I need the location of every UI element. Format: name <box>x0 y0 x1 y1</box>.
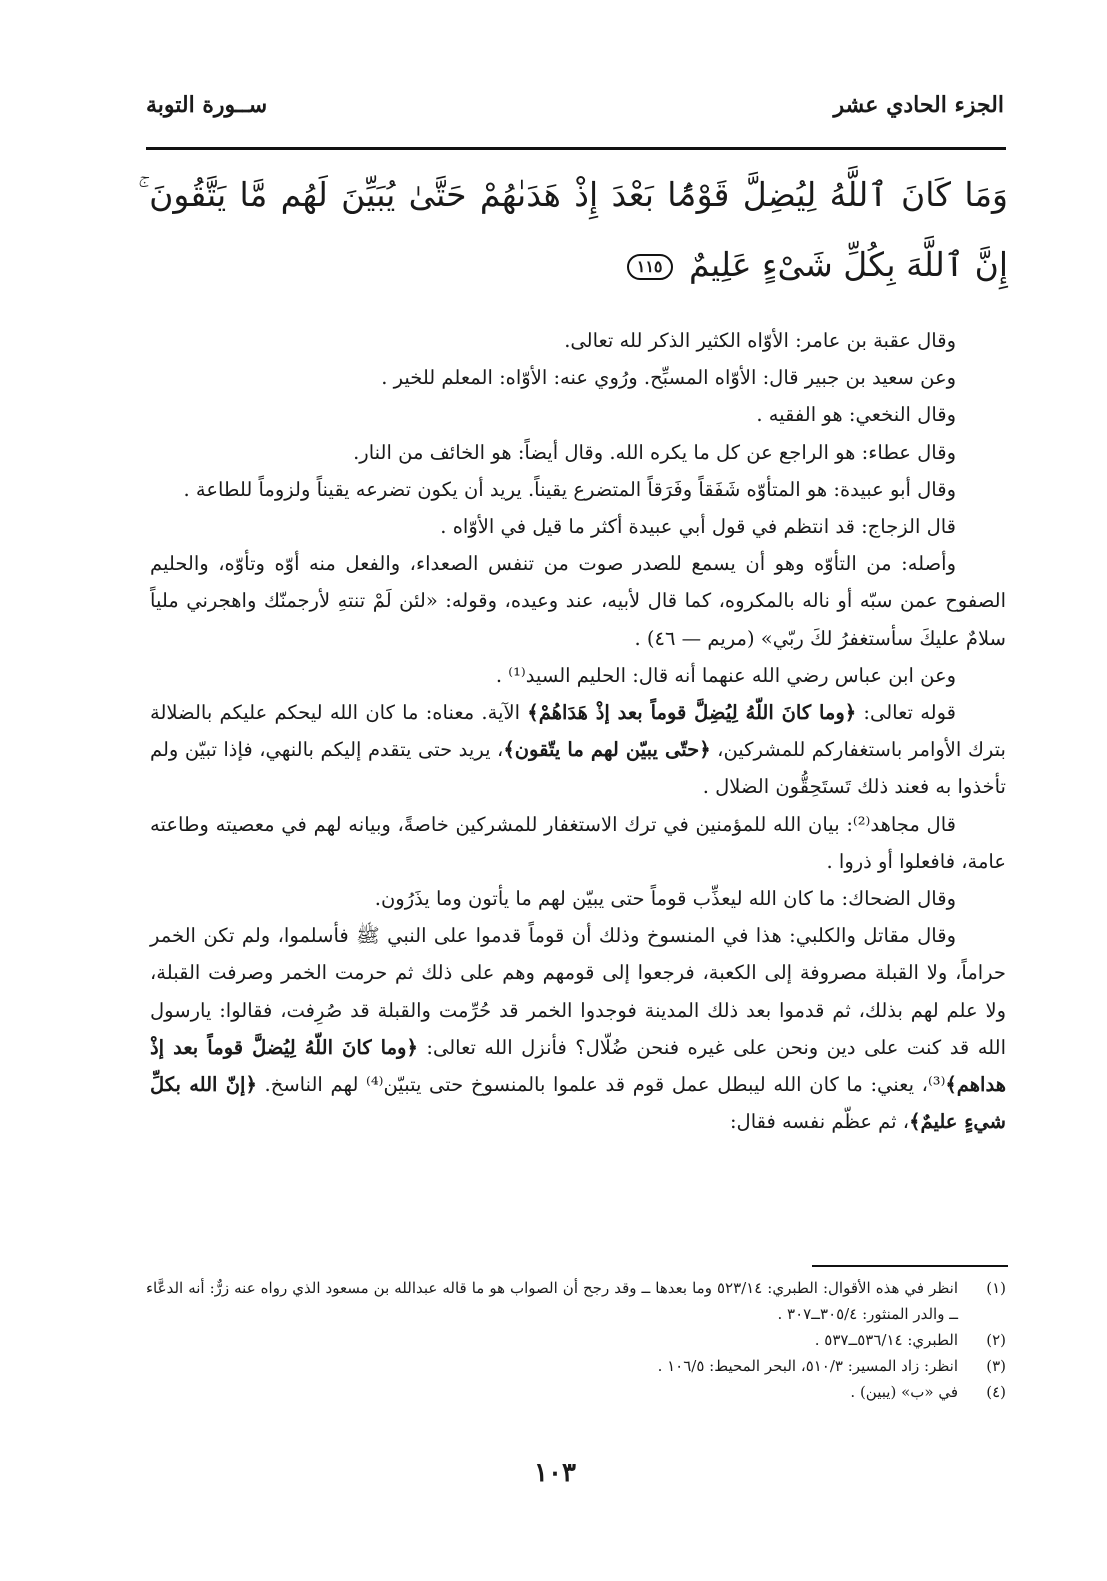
page-number: ١٠٣ <box>534 1458 576 1488</box>
paragraph: وقال الضحاك: ما كان الله ليعذِّب قوماً حتى يبيّن لهم ما يأتون وما يذَرُون. <box>374 887 956 911</box>
paragraph-text: وقال مقاتل والكلبي: هذا في المنسوخ وذلك أن قوماً قدموا على النبي ﷺ فأسلموا، ولم تكن الخمر حراماً، ولا القبلة مصروفة إلى الكعبة، فرجعوا إلى قومهم وهم على ذلك ثم حرمت الخمر وصرفت القبلة، ولا علم لهم بذلك، ثم قدموا بعد ذلك المدينة فوجدوا الخمر قد حُرِّمت والقبلة قد صُرِفت، فقالوا: يارسول الله قد كنت على دين ونحن على غيره فنحن ضُلّال؟ فأنزل الله تعالى: <box>150 924 1006 1059</box>
paragraph: وقال عقبة بن عامر: الأوّاه الكثير الذكر لله تعالى. <box>564 329 956 352</box>
footnote-divider <box>812 1265 1008 1267</box>
commentary-body <box>150 322 1006 1140</box>
footnote-number: (٢) <box>986 1331 1006 1349</box>
footnote-text: في «ب» (يبين) . <box>850 1383 958 1401</box>
footnote <box>146 1275 1006 1327</box>
paragraph-text: الآية. معناه: ما كان الله ليحكم عليكم بالضلالة بترك الأوامر باستغفاركم للمشركين، <box>150 701 1006 762</box>
footnote <box>146 1379 1006 1405</box>
footnote-text: انظر: زاد المسير: ٥١٠/٣، البحر المحيط: ١٠٦/٥ . <box>657 1357 958 1375</box>
paragraph-text: ، يريد حتى يتقدم إليكم بالنهي، فإذا تبيّن ولم تأخذوا به فعند ذلك تَستَحِقُّون الضلال . <box>150 738 1006 799</box>
paragraph-text: قوله تعالى: <box>856 701 956 725</box>
paragraph: وقال النخعي: هو الفقيه . <box>756 403 956 427</box>
paragraph: وقال عطاء: هو الراجع عن كل ما يكره الله. وقال أيضاً: هو الخائف من النار. <box>353 440 956 464</box>
footnote-number: (٣) <box>986 1357 1006 1375</box>
quran-quote: ﴿وما كانَ اللّهُ لِيُضلَّ قوماً بعد إذْ هداهم﴾ <box>150 1035 1006 1097</box>
footnote-text: انظر في هذه الأقوال: الطبري: ٥٢٣/١٤ وما بعدها ــ وقد رجح أن الصواب هو ما قاله عبدالله بن مسعود الذي رواه عنه زرٌّ: أنه الدعَّاء ــ والدر المنثور: ٣٠٥/٤ــ٣٠٧ . <box>146 1279 958 1323</box>
verse-text: وَمَا كَانَ ٱللَّهُ لِيُضِلَّ قَوْمًۢا بَعْدَ إِذْ هَدَىٰهُمْ حَتَّىٰ يُبَيِّنَ لَهُم مَّا يَتَّقُونَ ۚ إِنَّ ٱللَّهَ بِكُلِّ شَىْءٍ عَلِيمٌ <box>138 175 1008 284</box>
footnote <box>146 1327 1006 1353</box>
quran-verse <box>138 160 1008 300</box>
quran-quote: ﴿إنّ الله بكلِّ شيءٍ عليمٌ﴾ <box>150 1073 1006 1134</box>
paragraph: وعن سعيد بن جبير قال: الأوّاه المسبِّح. ورُوي عنه: الأوّاه: المعلم للخير . <box>381 366 956 390</box>
paragraph <box>150 917 1006 1140</box>
paragraph: وقال أبو عبيدة: هو المتأوّه شَفَقاً وفَرَقاً المتضرع يقيناً. يريد أن يكون تضرعه يقيناً ولزوماً للطاعة . <box>183 477 956 501</box>
footnote-text: الطبري: ٥٣٦/١٤ــ٥٣٧ . <box>814 1331 958 1349</box>
paragraph: قال الزجاج: قد انتظم في قول أبي عبيدة أكثر ما قيل في الأوّاه . <box>440 515 956 539</box>
footnote <box>146 1353 1006 1379</box>
paragraph <box>150 694 1006 806</box>
footnote-number: (٤) <box>986 1383 1006 1401</box>
paragraph: وعن ابن عباس رضي الله عنهما أنه قال: الحليم السيد⁽¹⁾ . <box>495 663 956 687</box>
footnotes <box>146 1275 1006 1405</box>
surah-title: ســورة التوبة <box>146 92 268 118</box>
paragraph-text: ، ثم عظّم نفسه فقال: <box>729 1110 910 1134</box>
footnote-number: (١) <box>986 1279 1006 1297</box>
part-title: الجزء الحادي عشر <box>833 92 1004 118</box>
verse-number-marker: ١١٥ <box>627 254 673 280</box>
running-header <box>146 92 1004 132</box>
quran-quote: ﴿حتّى يبيّن لهم ما يتّقون﴾ <box>503 738 711 762</box>
quran-quote: ﴿وما كانَ اللّهُ لِيُضِلَّ قوماً بعد إذْ هَدَاهُمْ﴾ <box>527 701 857 725</box>
paragraph: وأصله: من التأوّه وهو أن يسمع للصدر صوت من تنفس الصعداء، والفعل منه أوّه وتأوّه، والحليم الصفوح عمن سبّه أو ناله بالمكروه، كما قال لأبيه، عند وعيده، وقوله: «لئن لَمْ تنتهِ لأرجمنّك واهجرني ملياً سلامٌ عليكَ سأستغفرُ لكَ ربّي» (مريم — ٤٦) . <box>150 552 1006 650</box>
paragraph: قال مجاهد⁽²⁾: بيان الله للمؤمنين في ترك الاستغفار للمشركين خاصةً، وبيانه لهم في معصيته وطاعته عامة، فافعلوا أو ذروا . <box>150 812 1006 873</box>
paragraph-text: ⁽³⁾، يعني: ما كان الله ليبطل عمل قوم قد علموا بالمنسوخ حتى يتبيّن⁽⁴⁾ لهم الناسخ. <box>256 1073 946 1097</box>
header-divider <box>146 147 1006 150</box>
